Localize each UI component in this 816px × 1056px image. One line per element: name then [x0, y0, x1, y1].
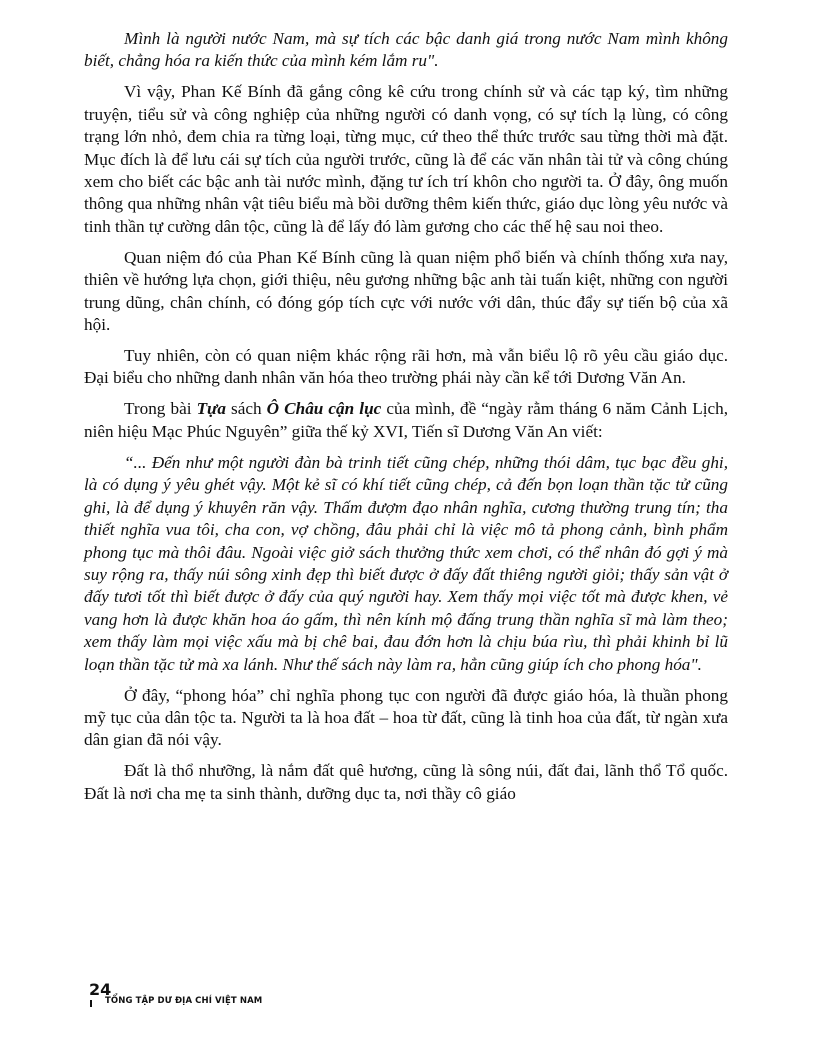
paragraph: Ở đây, “phong hóa” chỉ nghĩa phong tục con người đã được giáo hóa, là thuần phong mỹ tục của dân tộc ta. Người ta là hoa đất – hoa từ đất, cũng là tinh hoa của đất, từ ngàn xưa dân gian đã nói vậy. — [84, 685, 728, 750]
text-run: Trong bài — [124, 399, 197, 419]
paragraph: Vì vậy, Phan Kế Bính đã gắng công kê cứu trong chính sử và các tạp ký, tìm những truyện, tiểu sử và công nghiệp của những người có danh vọng, có sự tích lạ lùng, có công trạng lớn nhỏ, đem chia ra từng loại, từng mục, cứ theo thể thức trước sau từng thời mà đặt. Mục đích là để lưu cái sự tích của người trước, cũng là để các văn nhân tài tử và công chúng xem cho biết các bậc anh tài nước mình, đặng tư ích trí khôn cho người ta. Ở đây, ông muốn thông qua những nhân vật tiêu biểu mà bồi dưỡng thêm kiến thức, giáo dục lòng yêu nước và tinh thần tự cường dân tộc, cũng là để lấy đó làm gương cho các thế hệ sau noi theo. — [84, 82, 728, 236]
page-body — [84, 28, 728, 814]
block-quote: “... Đến như một người đàn bà trinh tiết cũng chép, những thói dâm, tục bạc đều ghi, là có dụng ý yêu ghét vậy. Một kẻ sĩ có khí tiết cũng chép, cả đến bọn loạn thần tặc tử cũng ghi, là để dụng ý khuyên răn vậy. Thấm đượm đạo nhân nghĩa, cương thường trung tín; tha thiết nghĩa vua tôi, cha con, vợ chồng, đâu phải chỉ là việc mô tả phong cảnh, bình phẩm phong tục mà thôi đâu. Ngoài việc giở sách thưởng thức xem chơi, có thể nhân đó gợi ý mà suy rộng ra, thấy núi sông xinh đẹp thì biết được ở đấy đất thiêng người giỏi; thấy sản vật ở đấy tươi tốt thì biết được ở đấy của quý người hay. Xem thấy mọi việc tốt mà được khen, vẻ vang hơn là được khăn hoa áo gấm, thì nên kính mộ đấng trung thần nghĩa sĩ mà làm theo; xem thấy làm mọi việc xấu mà bị chê bai, đau đớn hơn là chịu búa rìu, thì phải khinh bỉ lũ loạn thần tặc tử mà xa lánh. Như thế sách này làm ra, hẳn cũng giúp ích cho phong hóa". — [84, 452, 728, 674]
paragraph: Đất là thổ nhưỡng, là nắm đất quê hương, cũng là sông núi, đất đai, lãnh thổ Tổ quốc. Đất là nơi cha mẹ ta sinh thành, dưỡng dục ta, nơi thầy cô giáo — [84, 761, 728, 803]
quote-continuation: Mình là người nước Nam, mà sự tích các bậc danh giá trong nước Nam mình không biết, chẳng hóa ra kiến thức của mình kém lắm ru". — [84, 29, 728, 71]
running-title: TỔNG TẬP DƯ ĐỊA CHÍ VIỆT NAM — [105, 996, 263, 1006]
footer-tick-mark — [90, 1000, 92, 1007]
text-run: sách — [225, 399, 267, 419]
page-number: 24 — [89, 980, 112, 999]
work-title-o-chau-can-luc: Ô Châu cận lục — [266, 399, 382, 419]
page-footer — [89, 980, 263, 1006]
paragraph — [84, 398, 728, 443]
paragraph: Tuy nhiên, còn có quan niệm khác rộng rãi hơn, mà vẫn biểu lộ rõ yêu cầu giáo dục. Đại biểu cho những danh nhân văn hóa theo trường phái này cần kể tới Dương Văn An. — [84, 346, 728, 388]
work-title-tua: Tựa — [196, 399, 226, 419]
paragraph: Quan niệm đó của Phan Kế Bính cũng là quan niệm phổ biến và chính thống xưa nay, thiên về hướng lựa chọn, giới thiệu, nêu gương những bậc anh tài tuấn kiệt, những con người trung dũng, chân chính, có đóng góp tích cực với nước với dân, thúc đẩy sự tiến bộ của xã hội. — [84, 247, 728, 335]
text-run: của mình, đề “ngày rằm tháng 6 năm Cảnh Lịch, niên hiệu Mạc Phúc Nguyên” giữa thế kỷ XVI, Tiến sĩ Dương Văn An viết: — [84, 399, 728, 441]
